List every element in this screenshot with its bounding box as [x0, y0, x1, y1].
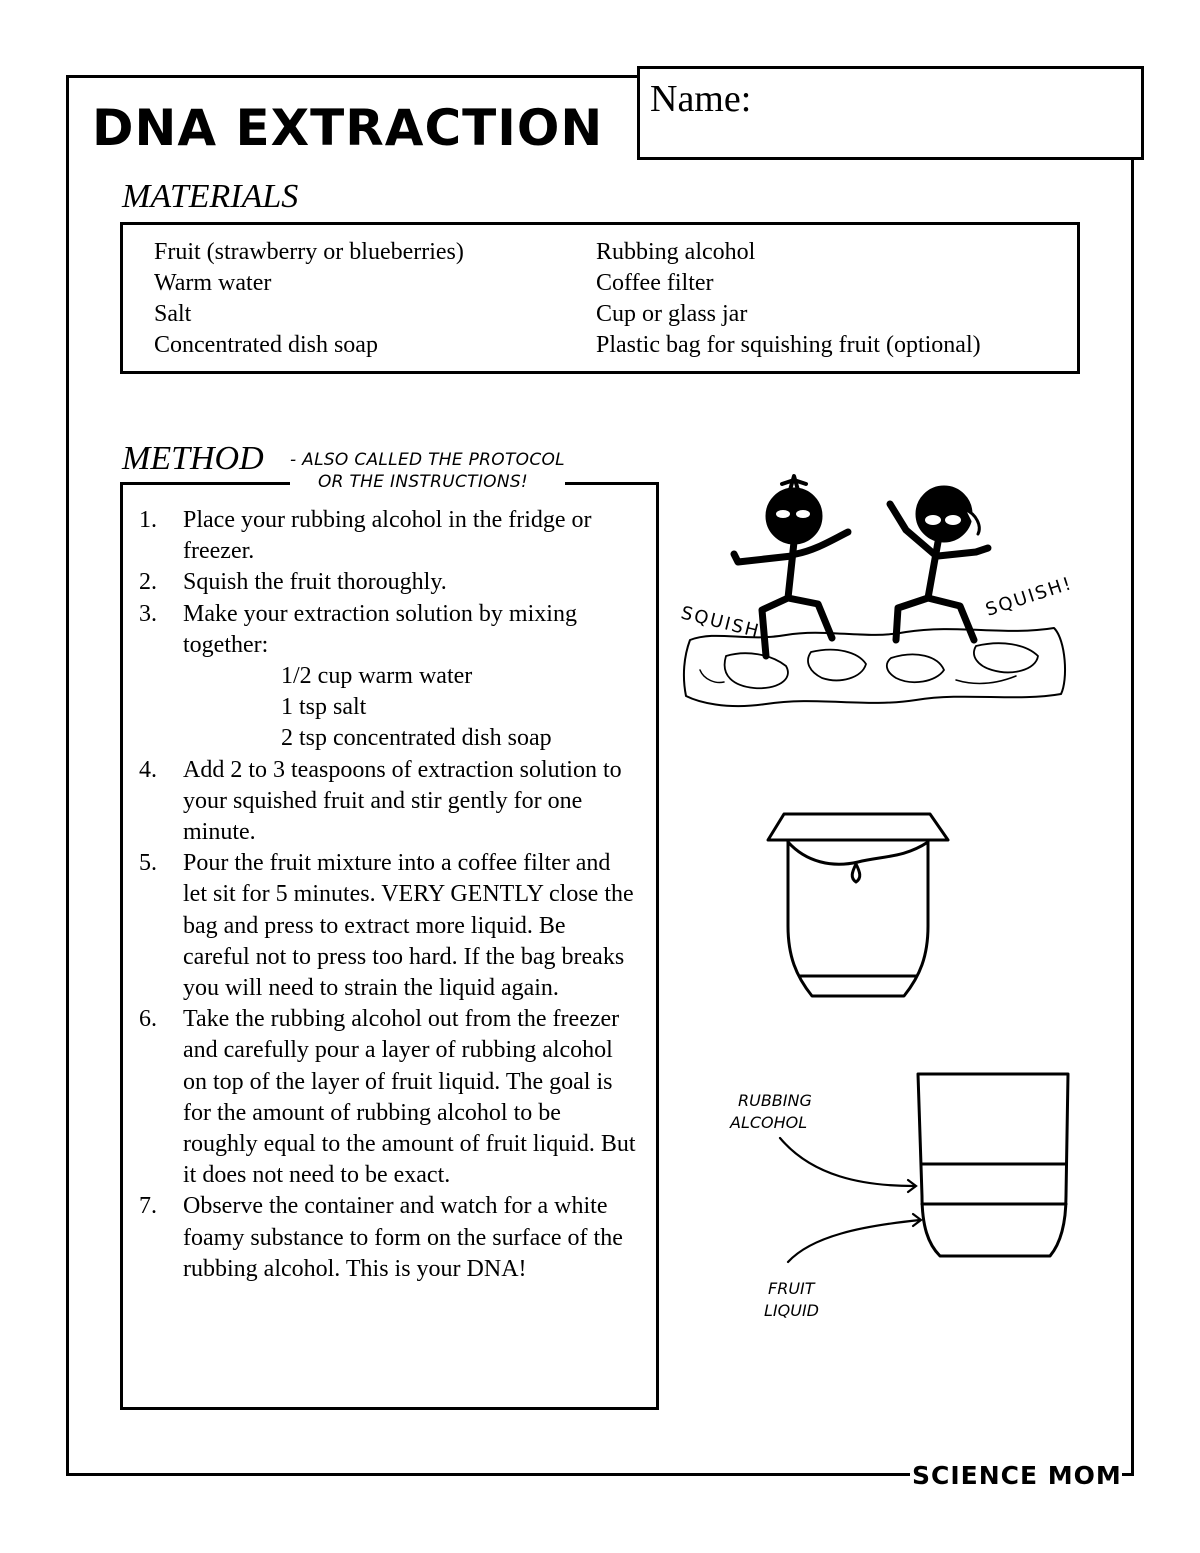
material-item: Fruit (strawberry or blueberries) [154, 239, 464, 265]
step-number: 6. [139, 1006, 157, 1033]
step-number: 3. [139, 600, 157, 627]
method-heading: METHOD [122, 440, 264, 477]
name-label: Name: [650, 78, 752, 120]
squishing-illustration [676, 470, 1076, 730]
material-item: Coffee filter [596, 270, 714, 296]
solution-ingredient: 1 tsp salt [281, 694, 367, 721]
alcohol-label: ALCOHOL [730, 1113, 808, 1132]
step-number: 7. [139, 1193, 157, 1220]
step-number: 2. [139, 569, 157, 596]
materials-box [120, 222, 1080, 374]
squish-right-label: SQUISH! [983, 572, 1076, 621]
layers-cup-illustration [722, 1066, 1082, 1332]
method-step [137, 567, 637, 598]
step-text: Squish the fruit thoroughly. [183, 569, 447, 596]
protocol-note-line: OR THE INSTRUCTIONS! [318, 472, 529, 492]
step-number: 4. [139, 756, 157, 783]
science-mom-logo: SCIENCE MOM [912, 1461, 1122, 1490]
step-text: Make your extraction solution by mixing together: [183, 600, 577, 658]
material-item: Rubbing alcohol [596, 239, 756, 265]
material-item: Warm water [154, 270, 272, 296]
material-item: Salt [154, 301, 192, 327]
frame-bottom-line-end [1122, 1473, 1134, 1476]
materials-list-right [596, 237, 981, 361]
page-title: DNA EXTRACTION [92, 99, 604, 157]
step-text: Place your rubbing alcohol in the fridge or freezer. [183, 507, 592, 565]
method-step [137, 848, 637, 1004]
material-item: Concentrated dish soap [154, 332, 378, 358]
protocol-note-line: - ALSO CALLED THE PROTOCOL [290, 450, 565, 470]
step-text: Take the rubbing alcohol out from the freezer and carefully pour a layer of rubbing alcohol on top of the layer of fruit liquid. The goal is for the amount of rubbing alcohol to be roughly equal to the amount of fruit liquid. But it does not need to be exact. [183, 1006, 636, 1189]
name-field[interactable] [637, 66, 1144, 160]
step-text: Pour the fruit mixture into a coffee filter and let sit for 5 minutes. VERY GENTLY close the bag and press to extract more liquid. Be careful not to press too hard. If the bag breaks you will need to strain the liquid again. [183, 850, 634, 1002]
materials-list-left [154, 237, 464, 361]
step-text: Add 2 to 3 teaspoons of extraction solution to your squished fruit and stir gently for one minute. [183, 756, 622, 846]
method-steps [137, 505, 637, 1285]
solution-ingredient: 2 tsp concentrated dish soap [281, 725, 552, 752]
step-text: Observe the container and watch for a white foamy substance to form on the surface of the rubbing alcohol. This is your DNA! [183, 1193, 623, 1282]
protocol-note [290, 449, 565, 493]
materials-heading: MATERIALS [122, 178, 299, 215]
rubbing-label: RUBBING [738, 1091, 812, 1110]
method-step [137, 505, 637, 567]
coffee-filter-cup-illustration [762, 806, 954, 1002]
fruit-label: FRUIT [768, 1279, 815, 1298]
solution-ingredient: 1/2 cup warm water [281, 663, 473, 690]
material-item: Plastic bag for squishing fruit (optional) [596, 332, 981, 358]
squish-left-label: SQUISH [678, 602, 763, 643]
method-step [137, 755, 637, 849]
step-number: 1. [139, 507, 157, 533]
liquid-label: LIQUID [764, 1301, 819, 1320]
method-step [137, 599, 637, 755]
method-step [137, 1191, 637, 1285]
step-number: 5. [139, 850, 157, 877]
method-step [137, 1004, 637, 1191]
method-box [120, 482, 659, 1410]
frame-bottom-line [66, 1473, 910, 1476]
material-item: Cup or glass jar [596, 301, 748, 327]
